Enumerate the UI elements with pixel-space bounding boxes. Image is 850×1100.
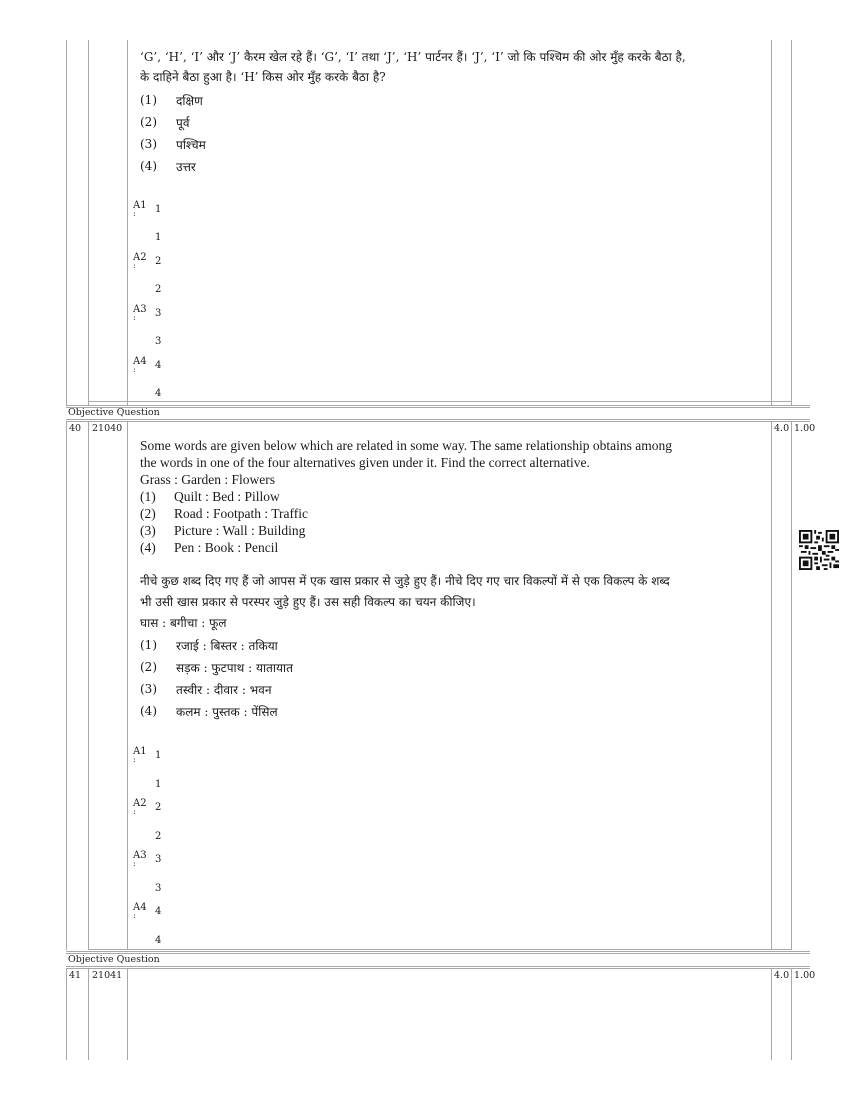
option-3: (3) पश्चिम [140,137,206,152]
grid-line [771,401,792,402]
grid-line [791,968,792,1060]
grid-line [791,40,792,405]
q40-hindi-options [140,634,293,722]
option-2: (2) पूर्व [140,115,190,130]
grid-line [127,401,772,402]
q40-hi-option-1: (1) रजाई : बिस्तर : तकिया [140,638,278,653]
grid-line [88,401,128,402]
grid-line [771,968,772,1060]
answer-a4-value: 4 [155,935,162,946]
q40-en-option-1: (1) Quilt : Bed : Pillow [140,489,280,504]
grid-line [66,968,67,1060]
question-marks: 4.0 [774,423,790,434]
top-question-line-1: ‘G’, ‘H’, ‘I’ और ‘J’ कैरम खेल रहे हैं। ‘G’, ‘I’ तथा ‘J’, ‘H’ पार्टनर हैं। ‘J’, ‘I’ जो कि पश्चिम की ओर मुँह करके बैठा है, [140,50,686,64]
q40-en-option-2: (2) Road : Footpath : Traffic [140,506,309,521]
grid-line [88,40,89,405]
grid-line [127,949,772,950]
q40-hi-given: घास : बगीचा : फूल [140,616,227,630]
grid-line [66,40,67,405]
option-1: (1) दक्षिण [140,93,203,108]
option-4: (4) उत्तर [140,159,196,174]
answer-a2-value: 2 [155,284,162,295]
grid-line [771,40,772,405]
grid-line [127,40,128,405]
grid-line [127,421,128,950]
top-question-text [140,47,765,87]
answer-a4-value: 4 [155,388,162,399]
grid-line [66,421,67,950]
q40-en-given: Grass : Garden : Flowers [140,472,275,487]
grid-line [771,421,772,950]
answer-a1: A1 : 1 [133,200,162,218]
q40-en-option-4: (4) Pen : Book : Pencil [140,540,279,555]
q40-en-option-3: (3) Picture : Wall : Building [140,523,306,538]
row-divider [66,966,810,969]
question-marks: 4.0 [774,970,790,981]
question-serial: 40 [69,423,82,434]
q40-hindi-text [140,571,765,634]
question-id: 21040 [92,423,123,434]
top-question-line-2: के दाहिने बैठा हुआ है। ‘H’ किस ओर मुँह करके बैठा है? [140,70,386,84]
answer-a3-value: 3 [155,883,162,894]
q40-hi-line-1: नीचे कुछ शब्द दिए गए हैं जो आपस में एक खास प्रकार से जुड़े हुए हैं। नीचे दिए गए चार विकल्पों में से एक विकल्प के शब्द [140,574,670,588]
answer-a2-value: 2 [155,831,162,842]
grid-line [88,949,128,950]
answer-a3-value: 3 [155,336,162,347]
row-divider [66,419,810,422]
row-divider [66,951,810,954]
question-negative-marks: 1.00 [794,423,816,434]
answer-a1: A1 : 1 [133,746,162,764]
grid-line [88,421,89,950]
q40-en-line-1: Some words are given below which are related in some way. The same relationship obtains among [140,438,672,453]
answer-a3: A3 : 3 [133,850,162,868]
question-serial: 41 [69,970,82,981]
question-negative-marks: 1.00 [794,970,816,981]
q40-hi-option-4: (4) कलम : पुस्तक : पेंसिल [140,704,278,719]
answer-a2: A2 : 2 [133,798,162,816]
section-label: Objective Question [68,954,160,965]
qr-code-image [799,530,839,570]
row-divider [66,405,810,408]
grid-line [127,968,128,1060]
answer-a1-value: 1 [155,232,162,243]
answer-a2: A2 : 2 [133,252,162,270]
q40-hi-line-2: भी उसी खास प्रकार से परस्पर जुड़े हुए हैं। उस सही विकल्प का चयन कीजिए। [140,595,476,609]
top-question-options [140,89,206,177]
q40-english-text [140,437,765,556]
answer-a4: A4 : 4 [133,902,162,920]
answer-a4: A4 : 4 [133,356,162,374]
q40-hi-option-2: (2) सड़क : फुटपाथ : यातायात [140,660,293,675]
section-label: Objective Question [68,407,160,418]
grid-line [791,421,792,950]
question-id: 21041 [92,970,123,981]
answer-a3: A3 : 3 [133,304,162,322]
q40-hi-option-3: (3) तस्वीर : दीवार : भवन [140,682,272,697]
grid-line [771,949,792,950]
q40-en-line-2: the words in one of the four alternatives given under it. Find the correct alternative. [140,455,590,470]
answer-a1-value: 1 [155,779,162,790]
grid-line [88,968,89,1060]
